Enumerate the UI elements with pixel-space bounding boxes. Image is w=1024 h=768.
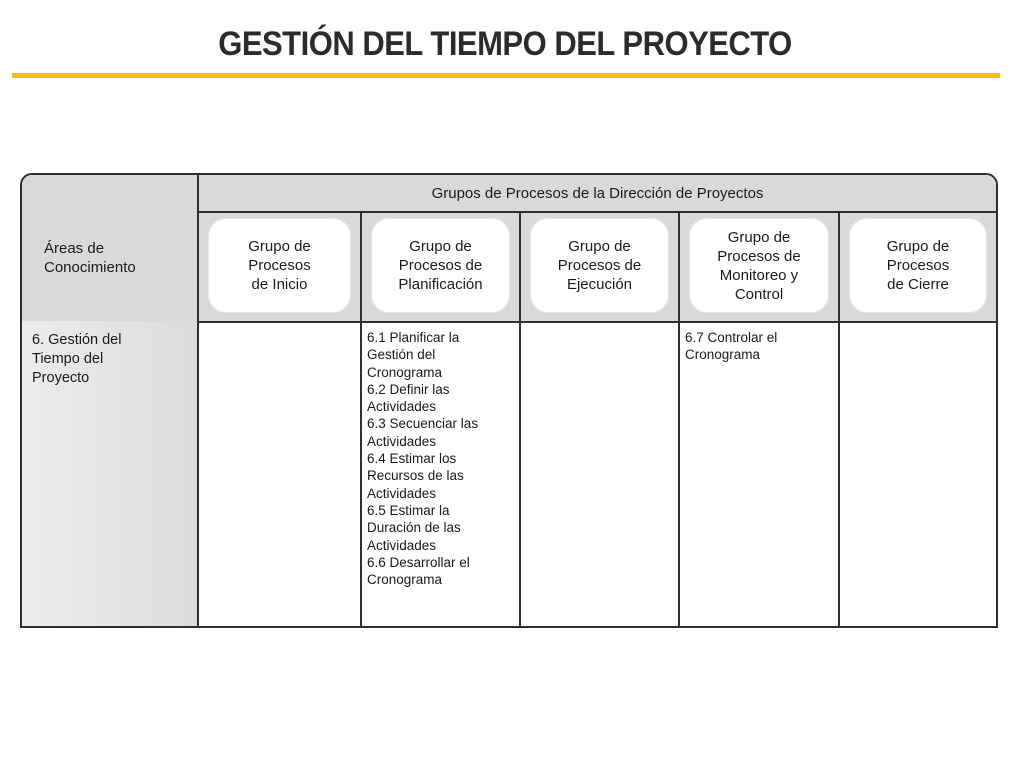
process-item: 6.6 Desarrollar el Cronograma: [367, 554, 470, 588]
group-label-monitoreo: Grupo de Procesos de Monitoreo y Control: [689, 218, 829, 313]
group-label-ejecucion: Grupo de Procesos de Ejecución: [530, 218, 669, 313]
process-item: 6.2 Definir las Actividades: [367, 381, 450, 415]
process-item: 6.7 Controlar el Cronograma: [685, 330, 778, 363]
title-underline: [12, 73, 1000, 78]
group-header-planificacion: [360, 213, 519, 321]
cell-monitoreo: [678, 321, 838, 626]
process-list-cierre: [840, 321, 996, 329]
cell-planificacion: [360, 321, 519, 626]
group-label-planificacion: Grupo de Procesos de Planificación: [371, 218, 510, 313]
group-label-cierre: Grupo de Procesos de Cierre: [849, 218, 987, 313]
process-item: 6.5 Estimar la Duración de las Actividades: [367, 502, 461, 553]
cell-ejecucion: [519, 321, 678, 626]
cell-inicio: [199, 321, 360, 626]
group-label-inicio: Grupo de Procesos de Inicio: [208, 218, 351, 313]
process-matrix-table: [20, 173, 998, 628]
process-list-ejecucion: [521, 321, 678, 329]
process-groups-banner: Grupos de Procesos de la Dirección de Proyectos: [199, 175, 996, 213]
group-header-cierre: [838, 213, 996, 321]
group-header-inicio: [199, 213, 360, 321]
process-list-monitoreo: [680, 321, 838, 364]
process-list-inicio: [199, 321, 360, 329]
table-body-row: [22, 321, 996, 626]
knowledge-area-cell: [22, 321, 199, 626]
process-list-planificacion: [362, 321, 519, 588]
process-item: 6.4 Estimar los Recursos de las Actividades: [367, 451, 464, 501]
group-header-ejecucion: [519, 213, 678, 321]
knowledge-area-name: 6. Gestión del Tiempo del Proyecto: [32, 332, 122, 386]
process-item: 6.1 Planificar la Gestión del Cronograma: [367, 330, 460, 380]
group-header-monitoreo: [678, 213, 838, 321]
table-header: [22, 175, 996, 323]
knowledge-areas-label: Áreas de Conocimiento: [44, 240, 136, 276]
slide-title: GESTIÓN DEL TIEMPO DEL PROYECTO: [218, 23, 792, 64]
cell-cierre: [838, 321, 996, 626]
knowledge-areas-header-cell: [22, 175, 199, 321]
process-item: 6.3 Secuenciar las Actividades: [367, 416, 479, 449]
